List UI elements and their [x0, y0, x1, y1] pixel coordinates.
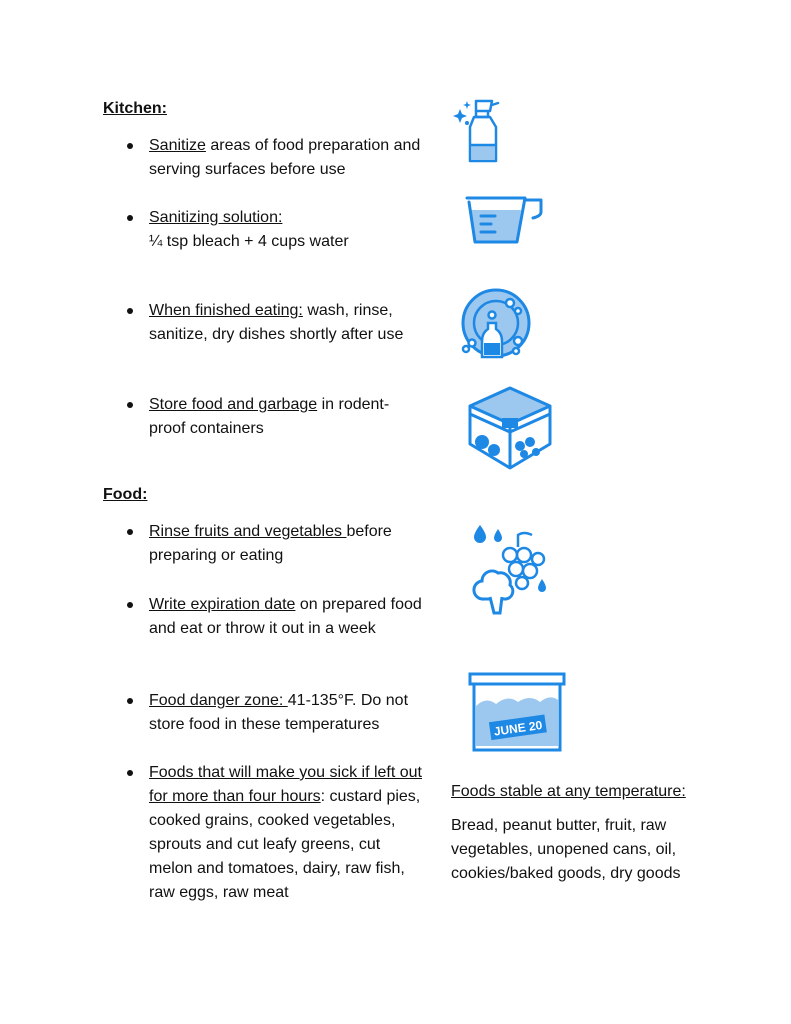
container-date-label: JUNE 20 — [492, 717, 544, 739]
item-lead: Foods that will make you sick if left out for more than four hours — [149, 764, 422, 805]
bullet — [127, 529, 133, 535]
kitchen-item-sanitize — [149, 134, 424, 182]
bullet — [127, 143, 133, 149]
bullet — [127, 402, 133, 408]
kitchen-heading: Kitchen: — [103, 100, 167, 117]
item-text: wash, rinse, sanitize, dry dishes shortly after use — [149, 302, 404, 343]
food-item-danger-zone — [149, 689, 424, 737]
item-lead: Rinse fruits and vegetables — [149, 523, 347, 540]
kitchen-item-store-food — [149, 393, 424, 441]
bullet — [127, 770, 133, 776]
kitchen-item-finished-eating — [149, 299, 424, 347]
spray-bottle-icon — [452, 97, 502, 165]
item-lead: Food danger zone: — [149, 692, 288, 709]
item-text: before preparing or eating — [149, 523, 392, 564]
food-item-expiration — [149, 593, 424, 641]
item-text: on prepared food and eat or throw it out in a week — [149, 596, 422, 637]
dated-container-icon — [468, 672, 568, 754]
stable-foods-title: Foods stable at any temperature: — [451, 783, 686, 800]
bullet — [127, 698, 133, 704]
item-lead: Store food and garbage — [149, 396, 318, 413]
item-lead: Sanitizing solution: — [149, 209, 283, 226]
item-text: : custard pies, cooked grains, cooked vegetables, sprouts and cut leafy greens, cut melon and tomatoes, dairy, raw fish, raw eggs, raw meat — [149, 788, 421, 901]
item-text: ¼ tsp bleach + 4 cups water — [149, 233, 349, 250]
food-heading: Food: — [103, 486, 148, 503]
bullet — [127, 602, 133, 608]
measuring-cup-icon — [465, 194, 547, 246]
item-lead: Write expiration date — [149, 596, 296, 613]
item-lead: When finished eating: — [149, 302, 303, 319]
kitchen-item-solution — [149, 206, 424, 254]
dish-soap-icon — [458, 285, 534, 365]
item-text: areas of food preparation and serving surfaces before use — [149, 137, 421, 178]
food-item-sick-foods — [149, 761, 424, 905]
food-storage-box-icon — [464, 384, 556, 474]
food-item-rinse — [149, 520, 424, 568]
item-text: in rodent-proof containers — [149, 396, 390, 437]
produce-rinse-icon — [468, 521, 552, 617]
item-lead: Sanitize — [149, 137, 206, 154]
bullet — [127, 308, 133, 314]
stable-foods-body: Bread, peanut butter, fruit, raw vegetables, unopened cans, oil, cookies/baked goods, dry goods — [451, 817, 681, 882]
bullet — [127, 215, 133, 221]
item-text: 41-135°F. Do not store food in these temperatures — [149, 692, 409, 733]
